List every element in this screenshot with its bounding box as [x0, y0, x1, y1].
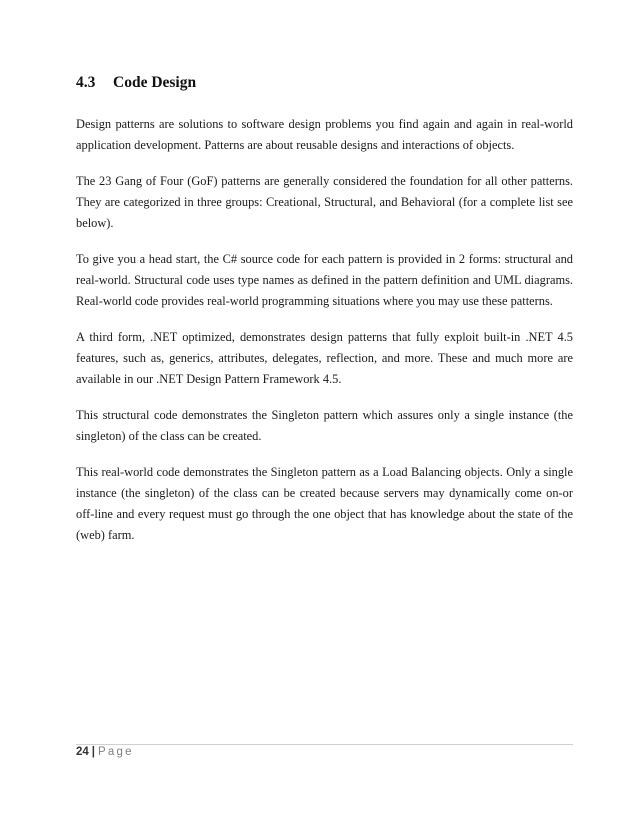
paragraph: To give you a head start, the C# source code for each pattern is provided in 2 forms: structural and real-world. Structural code uses type names as defined in the pattern definition and UML diagrams. Real-world code provides real-world programming situations where you may use these patterns.: [76, 252, 573, 308]
section-heading: [76, 74, 196, 92]
section-number: 4.3: [76, 74, 96, 91]
footer-separator: |: [91, 746, 96, 758]
page-number: 24: [76, 746, 89, 758]
page-footer: [76, 746, 134, 758]
paragraph: This real-world code demonstrates the Singleton pattern as a Load Balancing objects. Only a single instance (the singleton) of the class can be created because servers may dynamically come on-or off-line and every request must go through the one object that has knowledge about the state of the (web) farm.: [76, 465, 573, 542]
paragraph: The 23 Gang of Four (GoF) patterns are generally considered the foundation for all other patterns. They are categorized in three groups: Creational, Structural, and Behavioral (for a complete list see below).: [76, 174, 573, 230]
paragraph: Design patterns are solutions to software design problems you find again and again in real-world application development. Patterns are about reusable designs and interactions of objects.: [76, 117, 573, 152]
paragraph: A third form, .NET optimized, demonstrates design patterns that fully exploit built-in .NET 4.5 features, such as, generics, attributes, delegates, reflection, and more. These and much more are available in our .NET Design Pattern Framework 4.5.: [76, 330, 573, 386]
footer-divider: [76, 744, 573, 745]
page-label: Page: [98, 746, 134, 758]
section-title: Code Design: [113, 74, 197, 91]
paragraph: This structural code demonstrates the Singleton pattern which assures only a single instance (the singleton) of the class can be created.: [76, 408, 573, 443]
body-text: [76, 114, 573, 561]
